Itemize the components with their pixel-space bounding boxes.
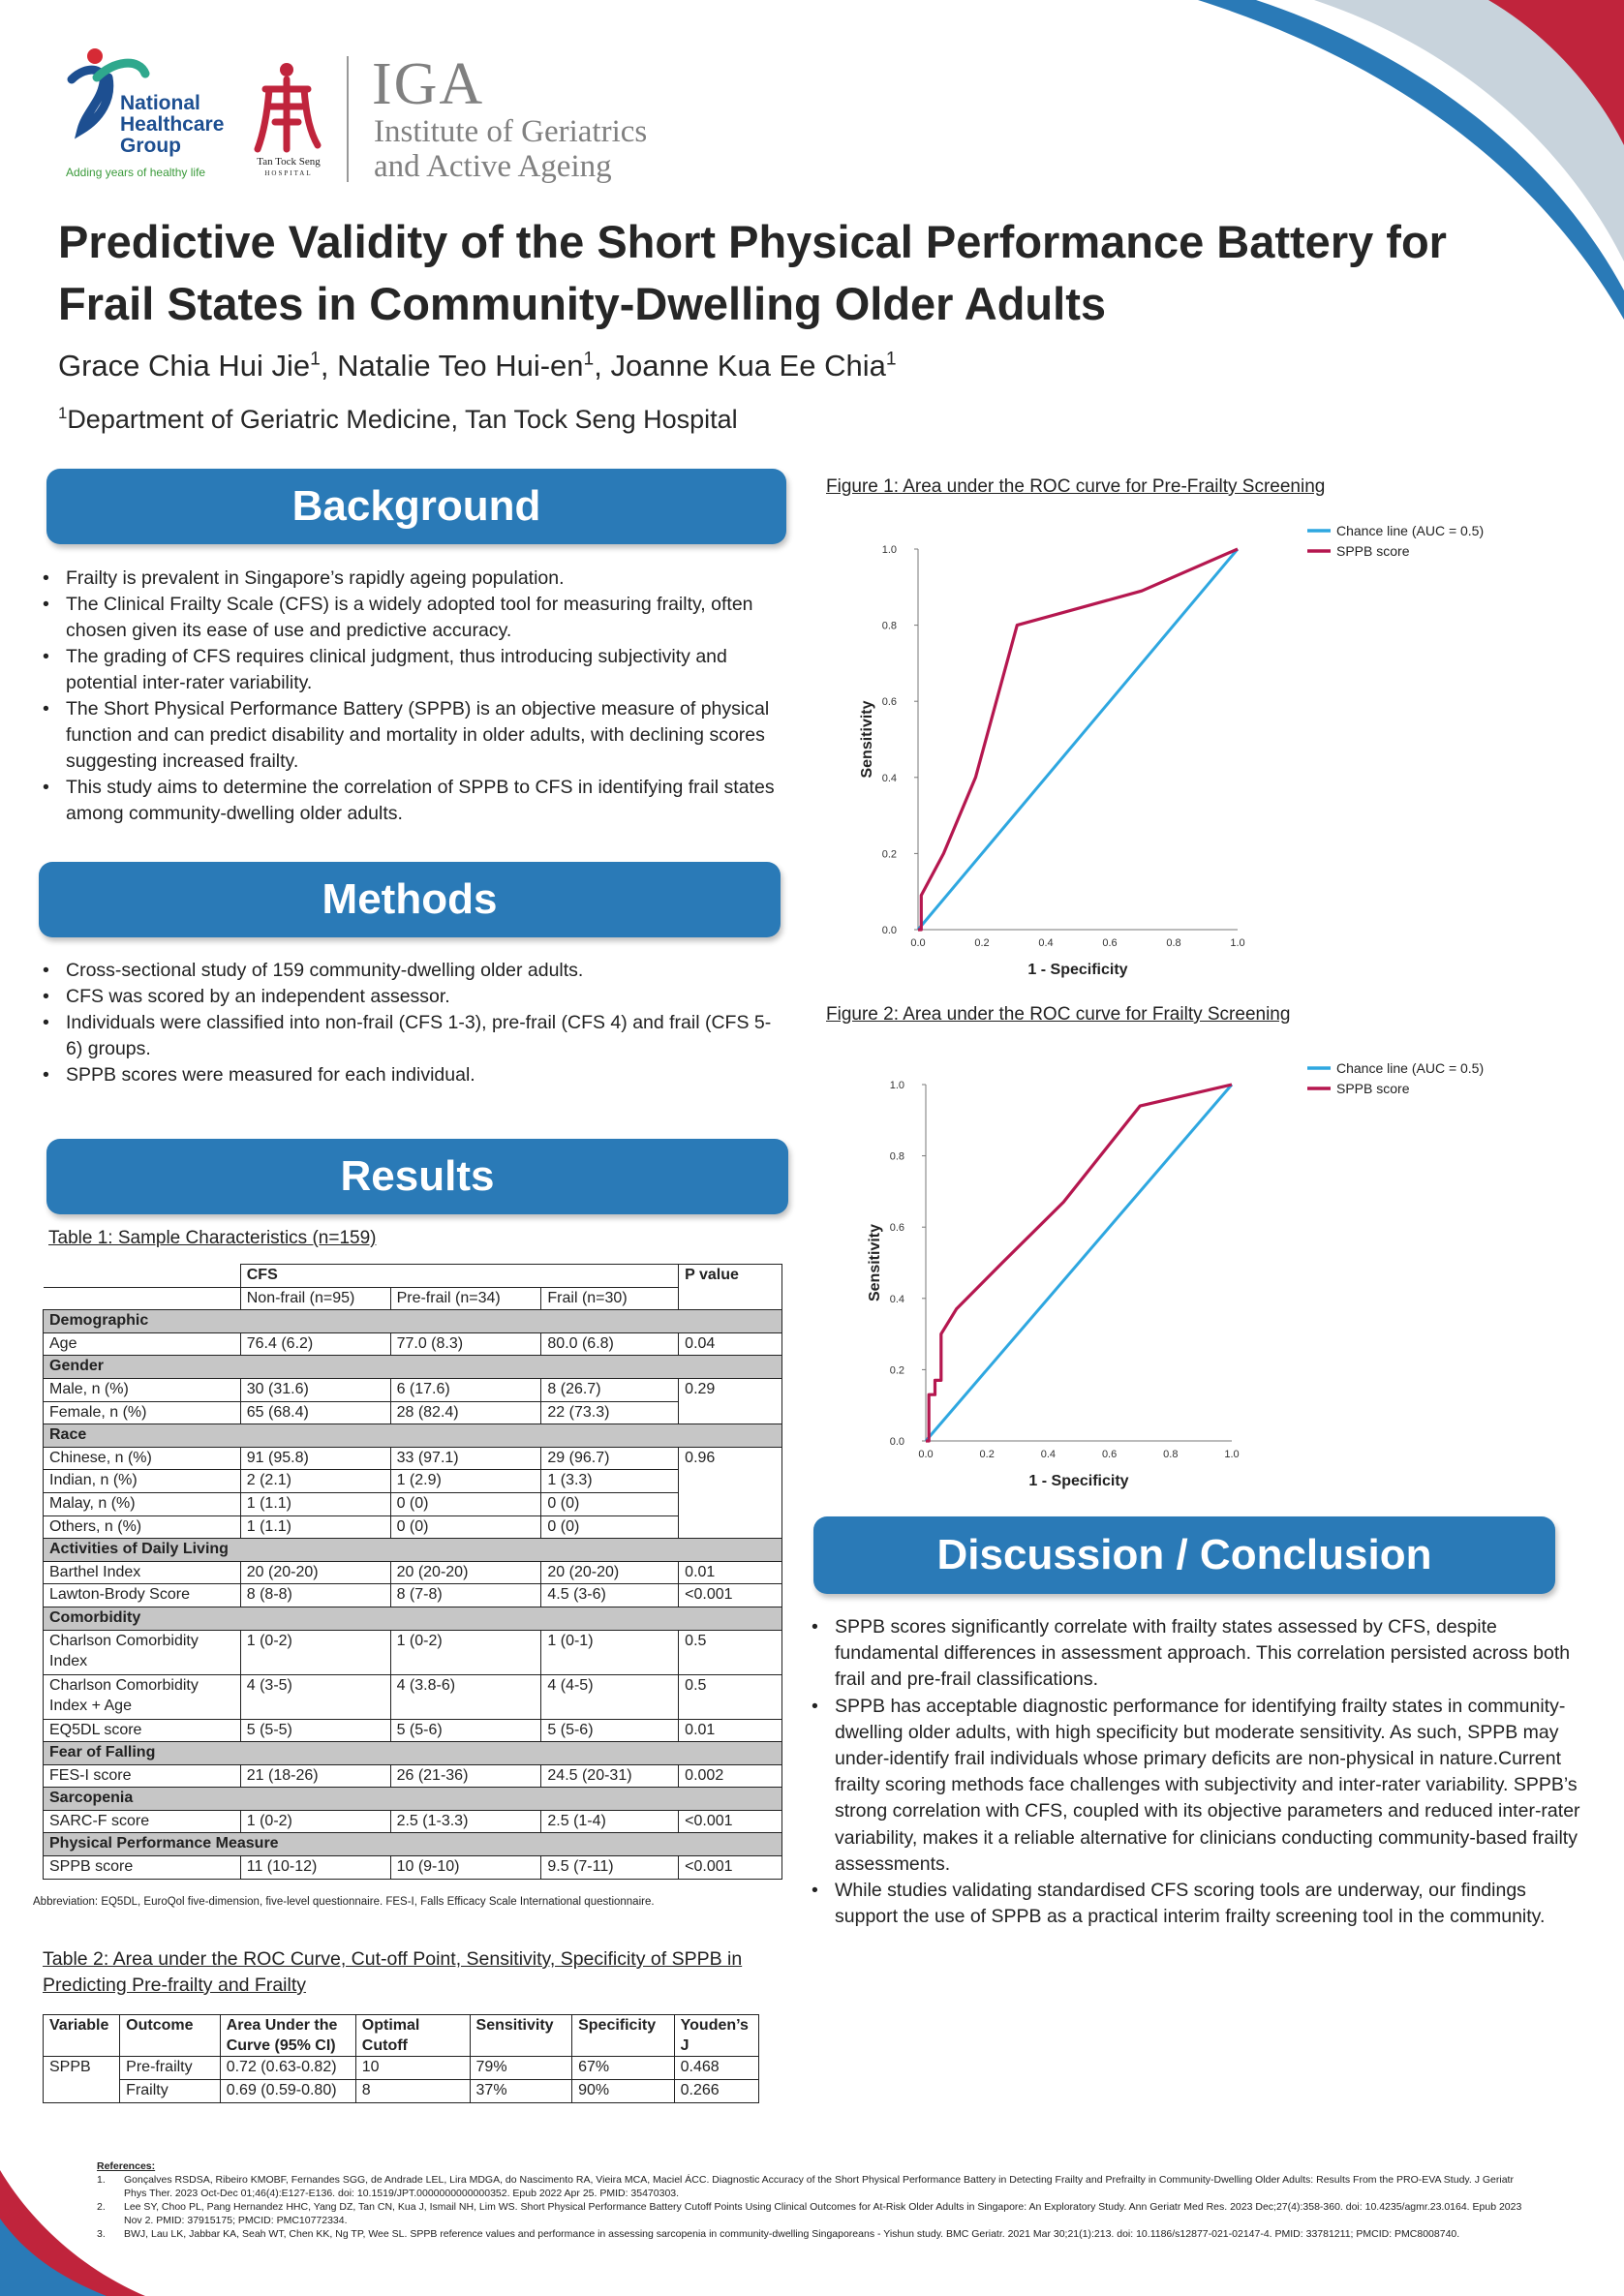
- table-cell: 29 (96.7): [541, 1447, 679, 1470]
- row-label: Others, n (%): [44, 1515, 241, 1539]
- table-cell: 1 (0-2): [240, 1810, 390, 1833]
- y-tick-label: 0.0: [881, 925, 897, 936]
- roc-summary-table: [43, 2014, 759, 2103]
- y-tick-label: 0.6: [881, 696, 897, 709]
- reference-item: 1. Gonçalves RSDSA, Ribeiro KMOBF, Fernandes SGG, de Andrade LEL, Lira MDGA, do Nascimento RA, Vieira MCA, Maciel ÁCC. Diagnostic Accuracy of the Short Physical Performance Battery in Detecting Frailty and Prefrailty in Community-Dwelling Older Adults: Results From the PRO-EVA Study. J Geriatr Phys Ther. 2023 Oct-Dec 01;46(4):E127-E136. doi: 10.1519/JPT.0000000000000352. Epub 2022 Apr 25. PMID: 35470303.: [97, 2174, 1514, 2199]
- table-cell: 1 (3.3): [541, 1470, 679, 1493]
- list-item: • Individuals were classified into non-frail (CFS 1-3), pre-frail (CFS 4) and frail (CFS 5-6) groups.: [39, 1010, 784, 1062]
- iga-acronym: IGA: [372, 51, 485, 117]
- table-cell: 20 (20-20): [240, 1561, 390, 1584]
- author-2: Natalie Teo Hui-en: [337, 349, 584, 383]
- table-cell: 5 (5-6): [541, 1719, 679, 1742]
- table-cell: 8: [355, 2080, 470, 2103]
- table-cell: 10 (9-10): [390, 1856, 541, 1880]
- table-cell: 2.5 (1-4): [541, 1810, 679, 1833]
- p-value-cell: 0.002: [679, 1764, 782, 1788]
- list-item: • SPPB scores were measured for each individual.: [39, 1062, 784, 1088]
- table-row: [44, 1332, 782, 1356]
- table-cell: 1 (0-2): [240, 1630, 390, 1674]
- y-tick-label: 0.6: [889, 1222, 904, 1235]
- row-label: Charlson Comorbidity Index: [44, 1630, 241, 1674]
- table-row: [44, 1719, 782, 1742]
- table-cell: 1 (0-2): [390, 1630, 541, 1674]
- table-row: [44, 1470, 782, 1493]
- discussion-list: [808, 1614, 1588, 1930]
- x-tick-label: 0.0: [918, 1449, 934, 1460]
- table-cell: 5 (5-5): [240, 1719, 390, 1742]
- table-cell: 1 (2.9): [390, 1470, 541, 1493]
- p-value-cell: <0.001: [679, 1584, 782, 1607]
- table-cell: 37%: [470, 2080, 572, 2103]
- reference-item: 2. Lee SY, Choo PL, Pang Hernandez HHC, Yang DZ, Tan CN, Kua J, Ismail NH, Lim WS. Short Physical Performance Battery Cutoff Points Using Clinical Outcomes for At-Risk Older Adults in Singapore: An Exploratory Study. Ann Geriatr Med Res. 2023 Dec;27(4):358-360. doi: 10.4235/agmr.23.0164. Epub 2023 Nov 2. PMID: 37915175; PMCID: PMC10772334.: [97, 2201, 1522, 2226]
- row-label: Charlson Comorbidity Index + Age: [44, 1674, 241, 1719]
- table-cell: 20 (20-20): [390, 1561, 541, 1584]
- table1-caption: Table 1: Sample Characteristics (n=159): [48, 1228, 377, 1248]
- table-header: Specificity: [572, 2015, 675, 2057]
- x-tick-label: 1.0: [1224, 1449, 1240, 1460]
- table-cell: SPPB: [44, 2057, 120, 2103]
- row-label: SPPB score: [44, 1856, 241, 1880]
- table-cell: 4 (3-5): [240, 1674, 390, 1719]
- table-cell: 5 (5-6): [390, 1719, 541, 1742]
- table-cell: 1 (0-1): [541, 1630, 679, 1674]
- table-cell: 8 (7-8): [390, 1584, 541, 1607]
- row-label: Male, n (%): [44, 1378, 241, 1401]
- legend-label: SPPB score: [1336, 543, 1410, 559]
- row-label: Indian, n (%): [44, 1470, 241, 1493]
- table-section-label: Race: [44, 1424, 782, 1448]
- table-cell: 0 (0): [541, 1515, 679, 1539]
- table-section-row: [44, 1742, 782, 1765]
- logo-row: [62, 39, 720, 194]
- table-cell: Pre-frailty: [120, 2057, 221, 2080]
- table-cell: 24.5 (20-31): [541, 1764, 679, 1788]
- table-row: [44, 2080, 759, 2103]
- table-cell: 10: [355, 2057, 470, 2080]
- table-row: [44, 1674, 782, 1719]
- table-cell: 91 (95.8): [240, 1447, 390, 1470]
- background-list: [39, 566, 796, 827]
- row-label: Chinese, n (%): [44, 1447, 241, 1470]
- x-tick-label: 0.4: [1038, 937, 1054, 949]
- p-value-cell: 0.29: [679, 1378, 782, 1424]
- x-tick-label: 0.2: [974, 937, 990, 949]
- table-header: Sensitivity: [470, 2015, 572, 2057]
- table-section-row: [44, 1310, 782, 1333]
- y-tick-label: 1.0: [889, 1080, 904, 1091]
- table-cell: 1 (1.1): [240, 1515, 390, 1539]
- legend-label: Chance line (AUC = 0.5): [1336, 1060, 1485, 1076]
- table-section-row: [44, 1539, 782, 1562]
- table-cell: 6 (17.6): [390, 1378, 541, 1401]
- table-cell: 22 (73.3): [541, 1401, 679, 1424]
- table-cell: 0 (0): [390, 1515, 541, 1539]
- table-cell: 1 (1.1): [240, 1492, 390, 1515]
- table-row: [44, 1561, 782, 1584]
- x-tick-label: 0.6: [1102, 937, 1118, 949]
- table-cell: 67%: [572, 2057, 675, 2080]
- references: [97, 2159, 1530, 2241]
- table-row: [44, 1764, 782, 1788]
- table-section-label: Comorbidity: [44, 1607, 782, 1630]
- figure2-caption: Figure 2: Area under the ROC curve for Frailty Screening: [826, 1004, 1291, 1025]
- list-item: • The Clinical Frailty Scale (CFS) is a widely adopted tool for measuring frailty, often chosen given its ease of use and predictive accuracy.: [39, 592, 796, 644]
- table-row: [44, 1378, 782, 1401]
- y-tick-label: 0.4: [889, 1293, 904, 1305]
- methods-list: [39, 958, 784, 1088]
- list-item: • This study aims to determine the correlation of SPPB to CFS in identifying frail states among community-dwelling older adults.: [39, 775, 796, 827]
- table-header: P value: [679, 1265, 782, 1310]
- table-cell: 11 (10-12): [240, 1856, 390, 1880]
- table-section-row: [44, 1424, 782, 1448]
- legend-label: SPPB score: [1336, 1081, 1410, 1096]
- table-cell: 0.69 (0.59-0.80): [220, 2080, 355, 2103]
- list-item: • Frailty is prevalent in Singapore’s rapidly ageing population.: [39, 566, 796, 592]
- table-row: [44, 1630, 782, 1674]
- list-item: • Cross-sectional study of 159 community-dwelling older adults.: [39, 958, 784, 984]
- x-tick-label: 0.2: [979, 1449, 995, 1460]
- table-header: Outcome: [120, 2015, 221, 2057]
- table-cell: 65 (68.4): [240, 1401, 390, 1424]
- table-cell: 20 (20-20): [541, 1561, 679, 1584]
- table-section-label: Gender: [44, 1356, 782, 1379]
- nhg-tagline: Adding years of healthy life: [66, 166, 206, 179]
- poster-title: Predictive Validity of the Short Physical Performance Battery for Frail States in Community-Dwelling Older Adults: [58, 216, 1447, 329]
- roc-chart-frailty: [843, 1031, 1520, 1501]
- list-item: • SPPB has acceptable diagnostic performance for identifying frailty states in community-dwelling older adults, with high specificity but moderate sensitivity. As such, SPPB may under-identify frail individuals whose primary deficits are non-physical in nature.Current frailty scoring methods face challenges with subjectivity and inter-rater variability. SPPB’s strong correlation with CFS, coupled with its objective parameters and reduced inter-rater variability, makes it a reliable alternative for clinicians conducting community-based frailty assessments.: [808, 1694, 1588, 1878]
- p-value-cell: 0.04: [679, 1332, 782, 1356]
- p-value-cell: 0.5: [679, 1674, 782, 1719]
- table-header: Frail (n=30): [541, 1287, 679, 1310]
- author-3: Joanne Kua Ee Chia: [610, 349, 886, 383]
- list-item: • SPPB scores significantly correlate with frailty states assessed by CFS, despite fundamental differences in assessment approach. This correlation persisted across both frail and pre-frail classifications.: [808, 1614, 1588, 1694]
- author-list: Grace Chia Hui Jie$^1$, Natalie Teo Hui-$en^1$, Joanne Kua Ee Chia$^1$: [58, 349, 897, 383]
- table-section-row: [44, 1356, 782, 1379]
- table-row: [44, 1515, 782, 1539]
- table-cell: 28 (82.4): [390, 1401, 541, 1424]
- table-section-row: [44, 1833, 782, 1856]
- row-label: Malay, n (%): [44, 1492, 241, 1515]
- y-tick-label: 0.4: [881, 772, 897, 784]
- y-tick-label: 0.0: [889, 1436, 904, 1448]
- nhg-name: National Healthcare Group: [120, 92, 225, 157]
- affiliation: $^1$Department of Geriatric Medicine, Tan Tock Seng Hospital: [58, 404, 738, 434]
- row-label: Female, n (%): [44, 1401, 241, 1424]
- x-tick-label: 0.0: [910, 937, 926, 949]
- legend-label: Chance line (AUC = 0.5): [1336, 523, 1485, 538]
- table-cell: 8 (26.7): [541, 1378, 679, 1401]
- list-item: • While studies validating standardised CFS scoring tools are underway, our findings support the use of SPPB as a practical interim frailty screening tool in the community.: [808, 1878, 1588, 1930]
- table-header: Area Under the Curve (95% CI): [220, 2015, 355, 2057]
- x-tick-label: 0.8: [1163, 1449, 1179, 1460]
- row-label: Lawton-Brody Score: [44, 1584, 241, 1607]
- y-axis-label: Sensitivity: [859, 700, 875, 779]
- table-section-label: Sarcopenia: [44, 1788, 782, 1811]
- table-section-label: Physical Performance Measure: [44, 1833, 782, 1856]
- y-tick-label: 0.8: [889, 1150, 904, 1163]
- x-tick-label: 0.4: [1040, 1449, 1057, 1460]
- table-cell: 0.72 (0.63-0.82): [220, 2057, 355, 2080]
- table-section-label: Activities of Daily Living: [44, 1539, 782, 1562]
- p-value-cell: <0.001: [679, 1810, 782, 1833]
- y-tick-label: 0.2: [889, 1364, 904, 1377]
- figure1-caption: Figure 1: Area under the ROC curve for Pre-Frailty Screening: [826, 476, 1326, 497]
- row-label: FES-I score: [44, 1764, 241, 1788]
- logo-divider: [347, 56, 349, 182]
- table-cell: 2 (2.1): [240, 1470, 390, 1493]
- table-row: [44, 1401, 782, 1424]
- discussion-heading: Discussion / Conclusion: [813, 1516, 1555, 1594]
- table-row: [44, 1856, 782, 1880]
- results-heading: Results: [46, 1139, 788, 1214]
- y-tick-label: 0.2: [881, 848, 897, 861]
- ttsh-name: Tan Tock Seng HOSPITAL: [257, 156, 321, 177]
- table-cell: 8 (8-8): [240, 1584, 390, 1607]
- table-cell: Frailty: [120, 2080, 221, 2103]
- p-value-cell: 0.96: [679, 1447, 782, 1538]
- table-cell: 0.468: [674, 2057, 758, 2080]
- methods-heading: Methods: [39, 862, 781, 937]
- x-axis-label: 1 - Specificity: [1027, 962, 1128, 978]
- table-cell: 4.5 (3-6): [541, 1584, 679, 1607]
- table-cell: 77.0 (8.3): [390, 1332, 541, 1356]
- table-cell: 90%: [572, 2080, 675, 2103]
- row-label: Barthel Index: [44, 1561, 241, 1584]
- table-cell: 26 (21-36): [390, 1764, 541, 1788]
- x-axis-label: 1 - Specificity: [1028, 1473, 1129, 1489]
- p-value-cell: 0.5: [679, 1630, 782, 1674]
- list-item: • The grading of CFS requires clinical judgment, thus introducing subjectivity and potential inter-rater variability.: [39, 644, 796, 696]
- table-header: Non-frail (n=95): [240, 1287, 390, 1310]
- table-section-row: [44, 1607, 782, 1630]
- references-title: References:: [97, 2160, 156, 2172]
- table-cell: 0 (0): [541, 1492, 679, 1515]
- table-cell: 9.5 (7-11): [541, 1856, 679, 1880]
- p-value-cell: <0.001: [679, 1856, 782, 1880]
- table-row: [44, 1447, 782, 1470]
- table-header: Youden’s J: [674, 2015, 758, 2057]
- author-1: Grace Chia Hui Jie: [58, 349, 311, 383]
- list-item: • The Short Physical Performance Battery (SPPB) is an objective measure of physical function and can predict disability and mortality in older adults, with declining scores suggesting increased frailty.: [39, 696, 796, 775]
- row-label: EQ5DL score: [44, 1719, 241, 1742]
- chance-line: [926, 1085, 1232, 1441]
- reference-item: 3. BWJ, Lau LK, Jabbar KA, Seah WT, Chen KK, Ng TP, Wee SL. SPPB reference values and performance in assessing sarcopenia in community-dwelling Singaporeans - Yishun study. BMC Geriatr. 2021 Mar 30;21(1):213. doi: 10.1186/s12877-021-02147-4. PMID: 33781211; PMCID: PMC8008740.: [97, 2228, 1460, 2240]
- y-tick-label: 0.8: [881, 620, 897, 632]
- p-value-cell: 0.01: [679, 1561, 782, 1584]
- table-cell: 33 (97.1): [390, 1447, 541, 1470]
- iga-name: Institute of Geriatrics and Active Ageing: [374, 114, 648, 184]
- table-cell: 4 (3.8-6): [390, 1674, 541, 1719]
- table-cell: 76.4 (6.2): [240, 1332, 390, 1356]
- table2-caption: Table 2: Area under the ROC Curve, Cut-off Point, Sensitivity, Specificity of SPPB in Predicting Pre-frailty and Frailty: [43, 1948, 743, 1996]
- row-label: Age: [44, 1332, 241, 1356]
- y-tick-label: 1.0: [881, 544, 897, 556]
- table-header: Variable: [44, 2015, 120, 2057]
- x-tick-label: 0.6: [1101, 1449, 1118, 1460]
- table-section-row: [44, 1788, 782, 1811]
- table-cell: 21 (18-26): [240, 1764, 390, 1788]
- table-row: [44, 1492, 782, 1515]
- table-section-label: Fear of Falling: [44, 1742, 782, 1765]
- table-row: [44, 1810, 782, 1833]
- list-item: • CFS was scored by an independent assessor.: [39, 984, 784, 1010]
- x-tick-label: 0.8: [1166, 937, 1181, 949]
- table-section-label: Demographic: [44, 1310, 782, 1333]
- table-cell: 80.0 (6.8): [541, 1332, 679, 1356]
- chance-line: [918, 549, 1238, 930]
- table1-abbreviation: Abbreviation: EQ5DL, EuroQol five-dimension, five-level questionnaire. FES-I, Falls Efficacy Scale International questionnaire.: [33, 1896, 655, 1908]
- y-axis-label: Sensitivity: [867, 1223, 883, 1302]
- table-row: [44, 1584, 782, 1607]
- table-header: Optimal Cutoff: [355, 2015, 470, 2057]
- table-row: [44, 2057, 759, 2080]
- x-tick-label: 1.0: [1230, 937, 1245, 949]
- row-label: SARC-F score: [44, 1810, 241, 1833]
- table-cell: 2.5 (1-3.3): [390, 1810, 541, 1833]
- table-cell: 30 (31.6): [240, 1378, 390, 1401]
- sample-characteristics-table: [43, 1264, 782, 1880]
- table-cell: 4 (4-5): [541, 1674, 679, 1719]
- roc-chart-prefrailty: [843, 504, 1520, 988]
- p-value-cell: 0.01: [679, 1719, 782, 1742]
- table-header: CFS: [240, 1265, 678, 1288]
- table-header: Pre-frail (n=34): [390, 1287, 541, 1310]
- background-heading: Background: [46, 469, 786, 544]
- table-cell: 0.266: [674, 2080, 758, 2103]
- table-cell: 0 (0): [390, 1492, 541, 1515]
- table-cell: 79%: [470, 2057, 572, 2080]
